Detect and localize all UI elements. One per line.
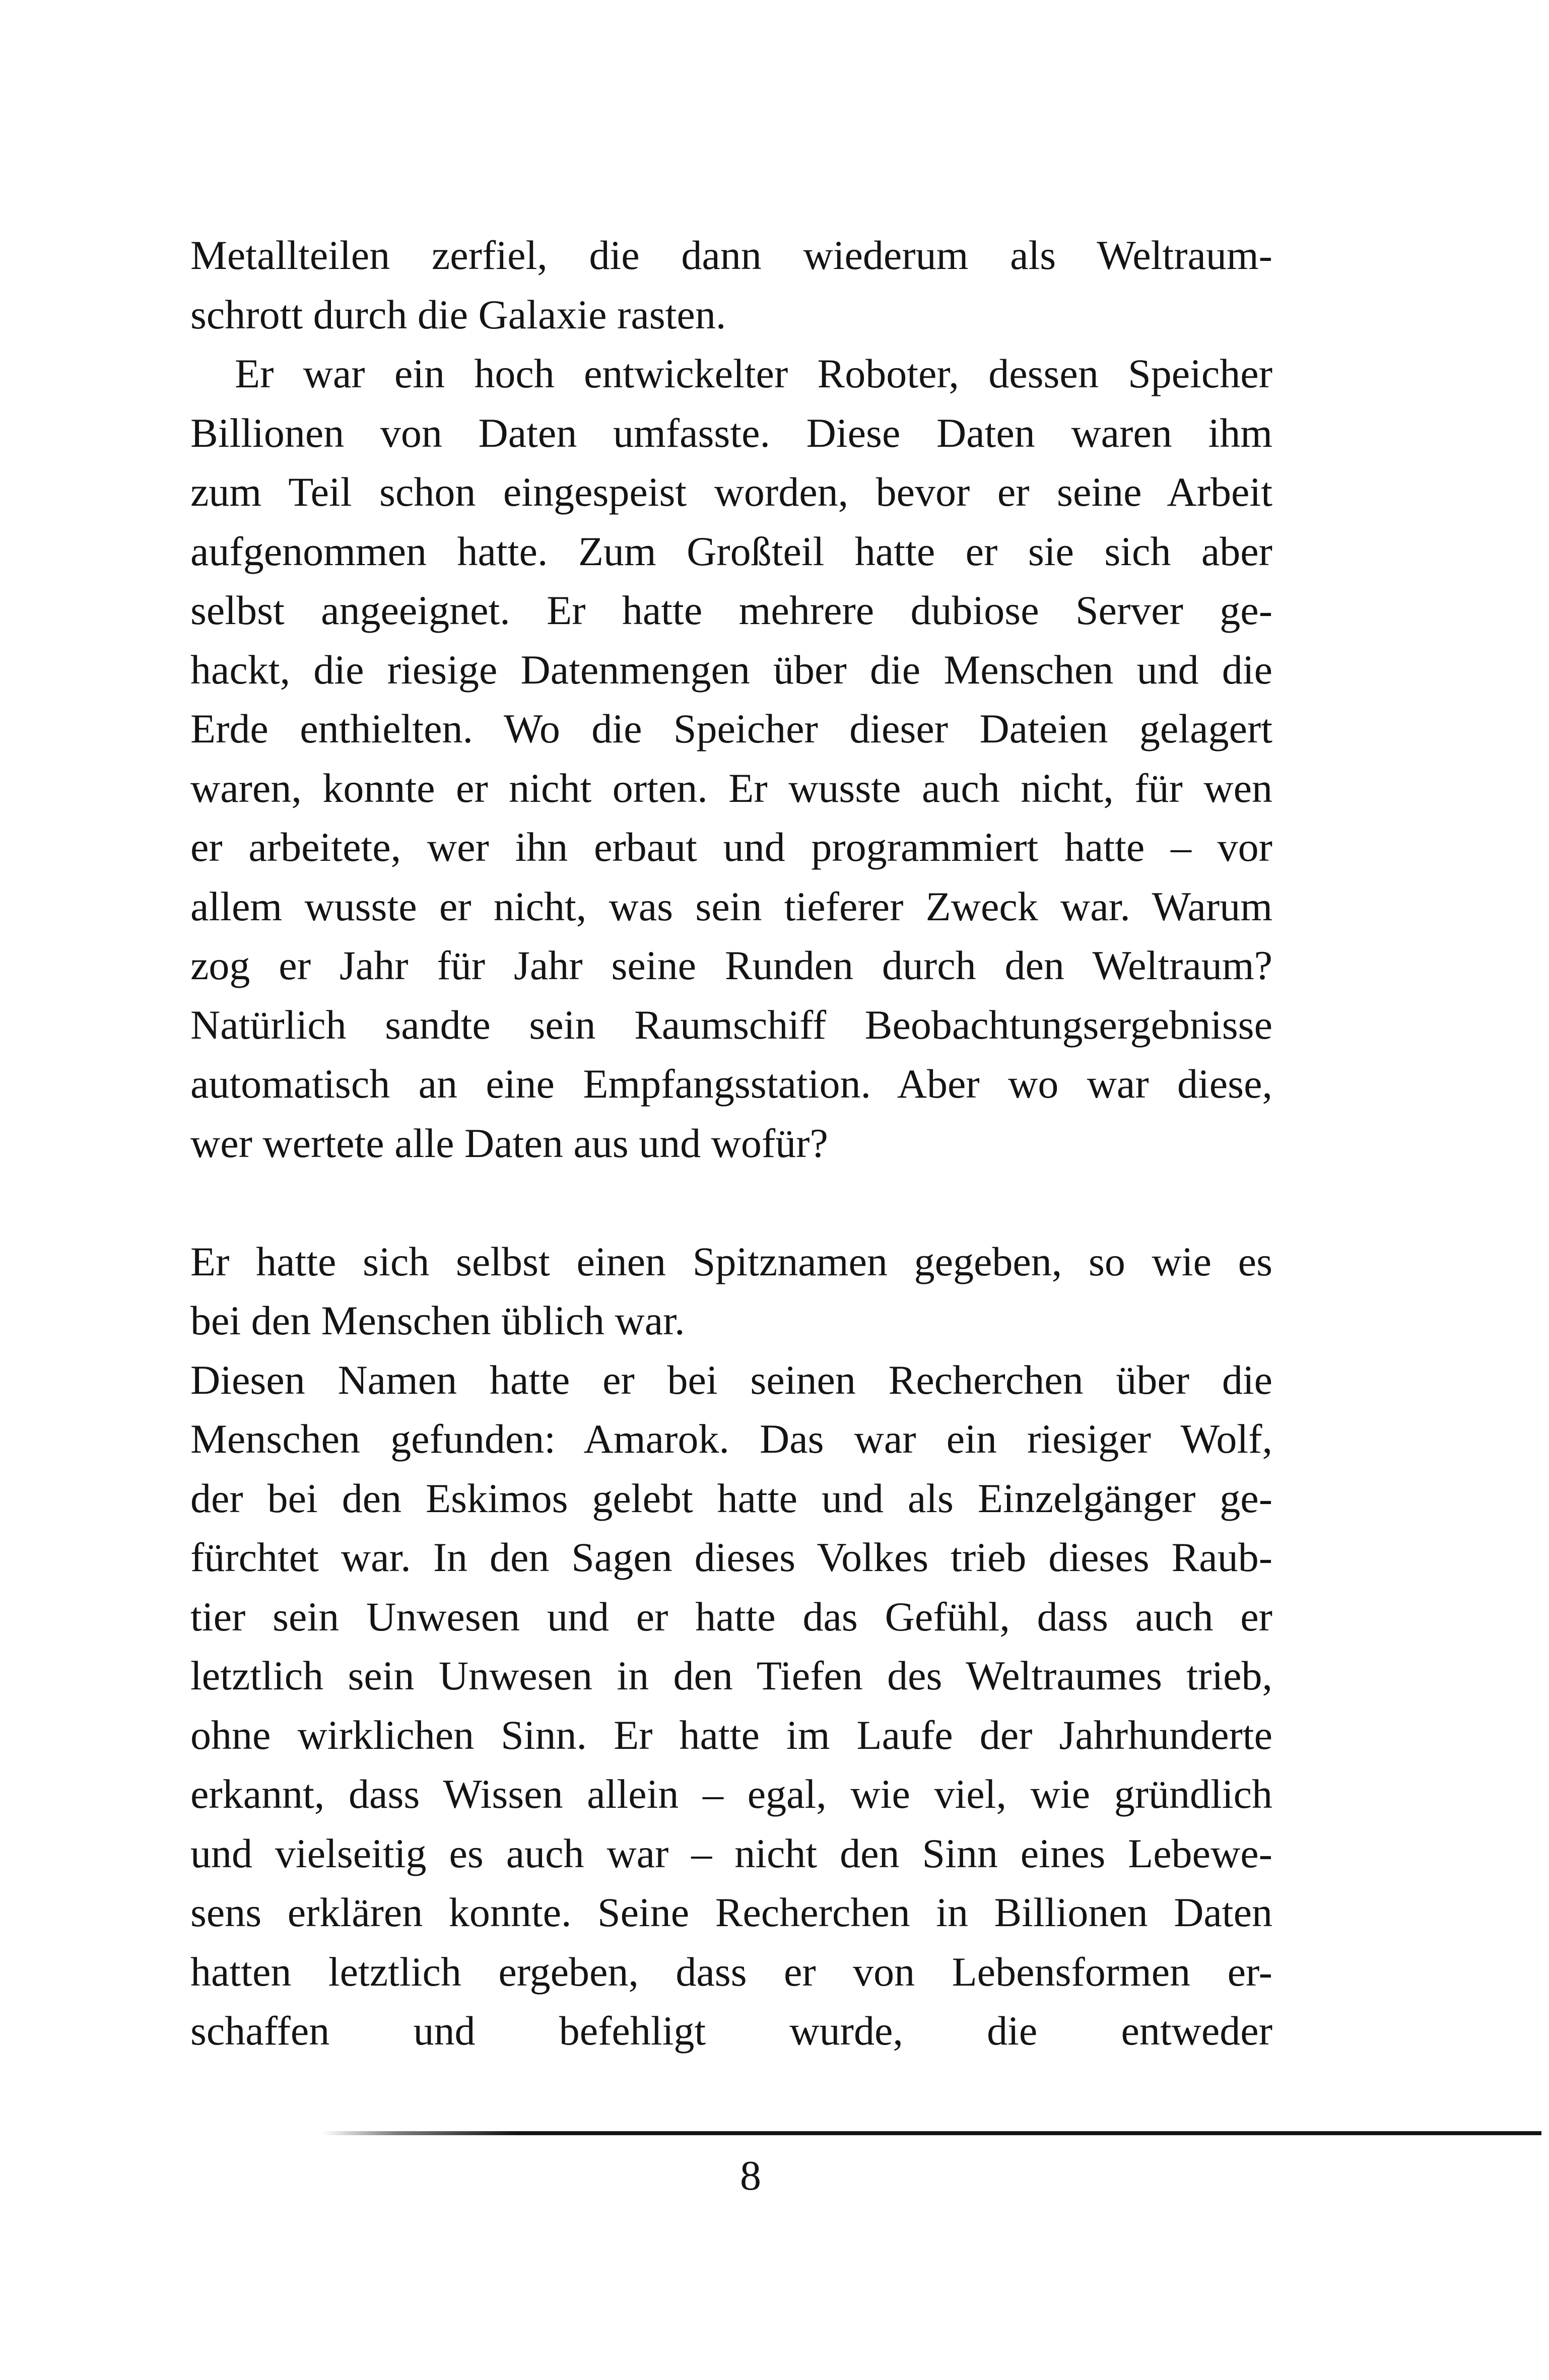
page-number: 8 (740, 2152, 761, 2199)
text-line: Er hatte sich selbst einen Spitznamen gegeben, so wie es (190, 1238, 1272, 1284)
text-line: letztlich sein Unwesen in den Tiefen des Weltraumes trieb, (190, 1653, 1272, 1698)
text-line: Erde enthielten. Wo die Speicher dieser Dateien gelagert (190, 706, 1272, 752)
text-line: Er war ein hoch entwickelter Roboter, dessen Speicher (235, 351, 1272, 396)
text-line: fürchtet war. In den Sagen dieses Volkes trieb dieses Raub- (190, 1534, 1272, 1580)
text-line: bei den Menschen üblich war. (190, 1298, 685, 1343)
text-line: erkannt, dass Wissen allein – egal, wie viel, wie gründlich (190, 1771, 1272, 1817)
text-line: sens erklären konnte. Seine Recherchen in Billionen Daten (190, 1889, 1272, 1935)
text-line: Diesen Namen hatte er bei seinen Recherchen über die (190, 1356, 1272, 1403)
text-line: zum Teil schon eingespeist worden, bevor er seine Arbeit (190, 469, 1272, 515)
page-body (190, 226, 1272, 2061)
text-line: der bei den Eskimos gelebt hatte und als Einzelgänger ge- (190, 1475, 1272, 1521)
text-line: schrott durch die Galaxie rasten. (190, 291, 726, 337)
text-line: schaffen und befehligt wurde, die entweder (190, 2008, 1272, 2054)
text-line: und vielseitig es auch war – nicht den Sinn eines Lebewe- (190, 1830, 1272, 1876)
text-line: automatisch an eine Empfangsstation. Aber wo war diese, (190, 1061, 1272, 1107)
text-line: tier sein Unwesen und er hatte das Gefühl, dass auch er (190, 1593, 1272, 1640)
text-line: Billionen von Daten umfasste. Diese Daten waren ihm (190, 410, 1272, 456)
text-line: wer wertete alle Daten aus und wofür? (190, 1120, 828, 1166)
text-line: Natürlich sandte sein Raumschiff Beobachtungsergebnisse (190, 1001, 1272, 1048)
blank-line (190, 1173, 1272, 1232)
text-line: hackt, die riesige Datenmengen über die Menschen und die (190, 646, 1272, 693)
text-line: Menschen gefunden: Amarok. Das war ein riesiger Wolf, (190, 1416, 1272, 1462)
text-line: selbst angeeignet. Er hatte mehrere dubiose Server ge- (190, 587, 1272, 633)
text-line: aufgenommen hatte. Zum Großteil hatte er sie sich aber (190, 528, 1272, 574)
text-line: Metallteilen zerfiel, die dann wiederum als Weltraum- (190, 232, 1272, 278)
text-line: hatten letztlich ergeben, dass er von Lebensformen er- (190, 1948, 1272, 1995)
text-line: allem wusste er nicht, was sein tieferer Zweck war. Warum (190, 883, 1272, 929)
footer-rule (322, 2131, 1541, 2135)
text-line: ohne wirklichen Sinn. Er hatte im Laufe der Jahrhunderte (190, 1712, 1272, 1758)
text-line: waren, konnte er nicht orten. Er wusste auch nicht, für wen (190, 765, 1272, 811)
text-line: zog er Jahr für Jahr seine Runden durch den Weltraum? (190, 942, 1272, 988)
text-line: er arbeitete, wer ihn erbaut und programmiert hatte – vor (190, 824, 1272, 870)
